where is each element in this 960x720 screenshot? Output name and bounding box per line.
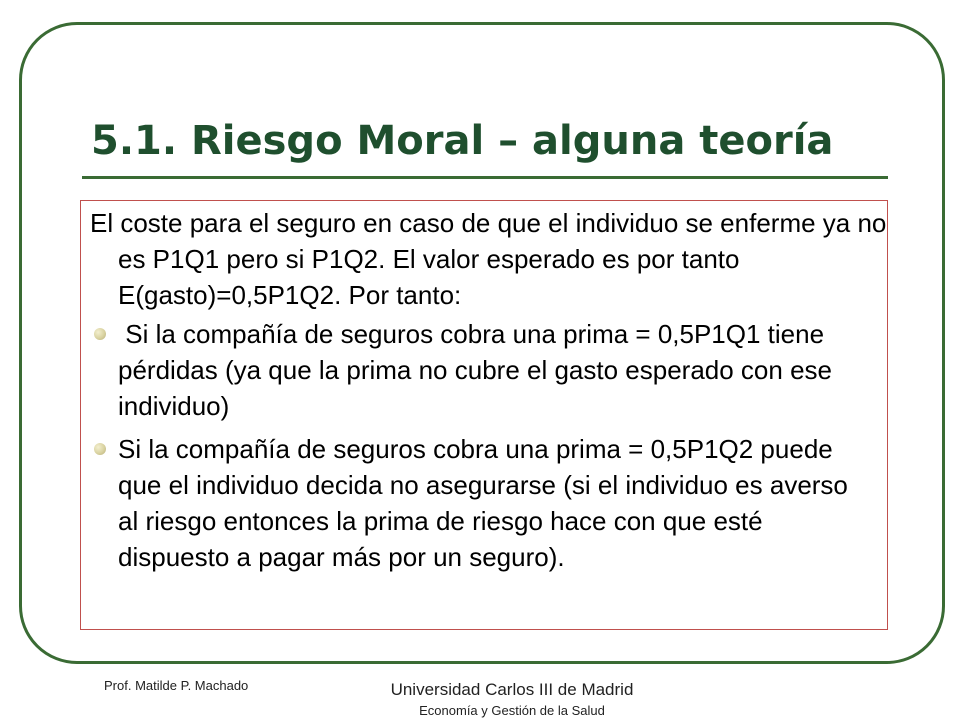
slide-title: 5.1. Riesgo Moral – alguna teoría [91, 118, 834, 164]
bullet-text-1: Si la compañía de seguros cobra una prima = 0,5P1Q1 tiene pérdidas (ya que la prima no cubre el gasto esperado con ese individuo) [118, 319, 840, 421]
bullet-item-1 [90, 316, 870, 424]
title-underline [82, 176, 888, 179]
bullet-icon [94, 328, 106, 340]
intro-paragraph: El coste para el seguro en caso de que el individuo se enferme ya no es P1Q1 pero si P1Q2. El valor esperado es por tanto E(gasto)=0,5P1Q2. Por tanto: [90, 208, 887, 310]
bullet-text-2: Si la compañía de seguros cobra una prima = 0,5P1Q2 puede que el individuo decida no asegurarse (si el individuo es averso al riesgo entonces la prima de riesgo hace con que esté dispuesto a pagar más por un seguro). [118, 434, 848, 572]
bullet-item-2 [90, 431, 870, 575]
footer-institution: Universidad Carlos III de Madrid [390, 680, 634, 699]
footer-course: Economía y Gestión de la Salud [419, 703, 605, 718]
footer-author: Prof. Matilde P. Machado [104, 678, 249, 693]
footer-institution-block [372, 680, 652, 718]
bullet-icon [94, 443, 106, 455]
